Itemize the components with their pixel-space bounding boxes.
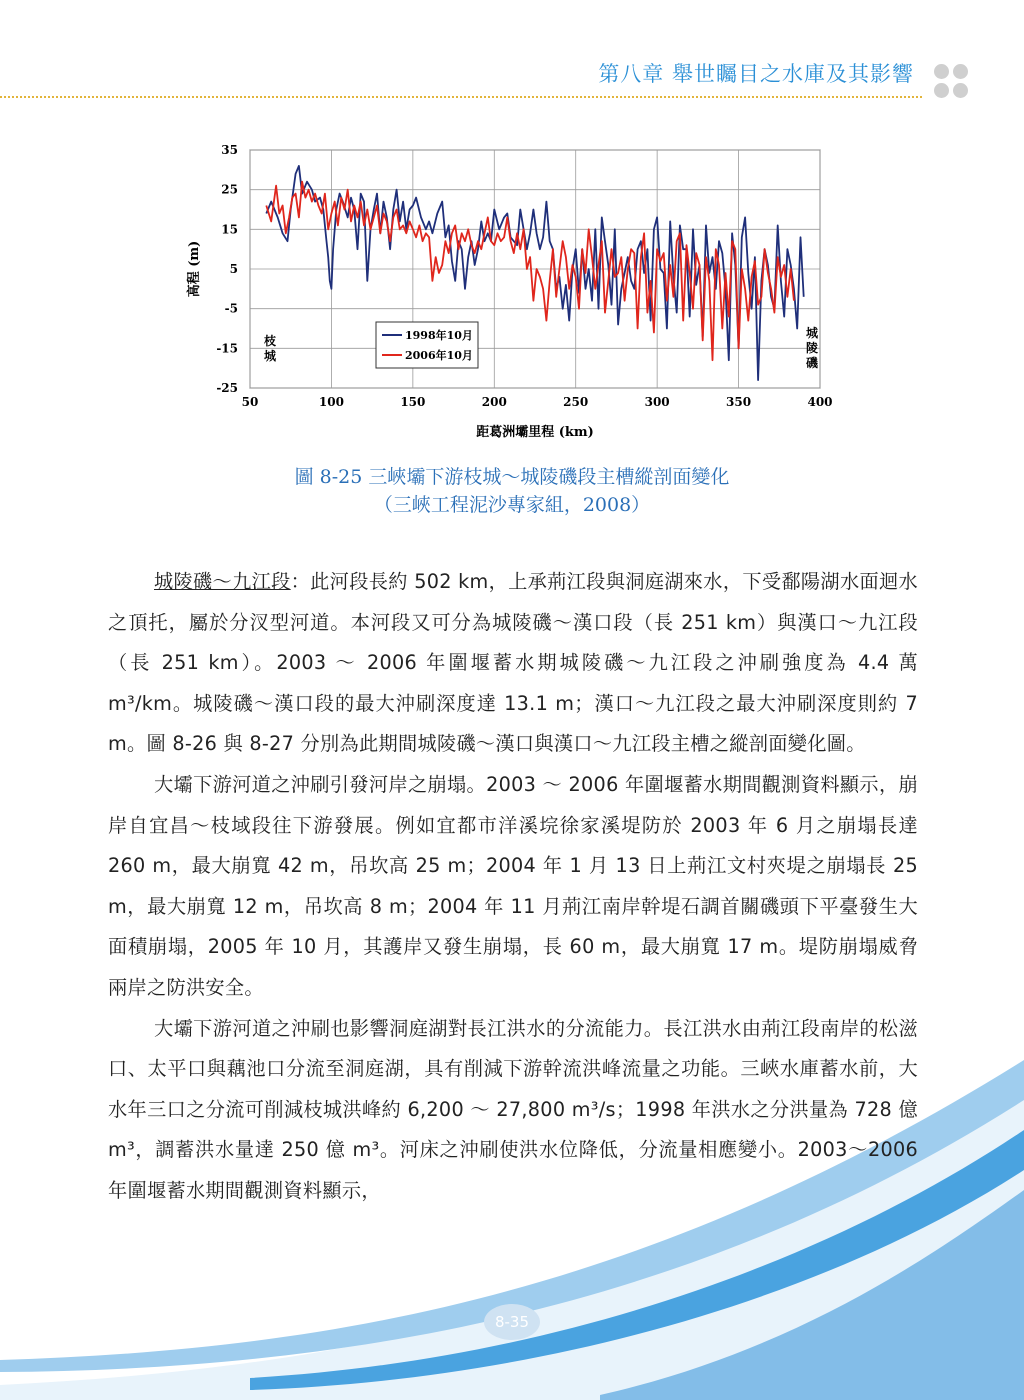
legend-label-1998: 1998年10月 <box>405 329 473 342</box>
page-number: 8-35 <box>484 1304 540 1340</box>
section-lead: 城陵磯～九江段 <box>154 570 291 593</box>
x-tick-label: 50 <box>241 395 259 409</box>
x-tick-label: 400 <box>807 395 833 409</box>
annotation-left: 枝城 <box>264 334 277 363</box>
x-tick-labels <box>242 395 833 409</box>
figure-caption: 圖 8-25 三峽壩下游枝城～城陵磯段主槽縱剖面變化 <box>294 466 730 488</box>
y-tick-labels <box>216 143 238 395</box>
x-tick-label: 150 <box>400 395 426 409</box>
x-tick-label: 250 <box>563 395 589 409</box>
x-tick-label: 200 <box>481 395 507 409</box>
paragraph-3: 大壩下游河道之沖刷也影響洞庭湖對長江洪水的分流能力。長江洪水由荊江段南岸的松滋口、太平口與藕池口分流至洞庭湖，具有削減下游幹流洪峰流量之功能。三峽水庫蓄水前，大水年三口之分流可削減枝城洪峰約 6,200 ～ 27,800 m³/s；1998 年洪水之分洪量為 728 億 m³，調蓄洪水量達 250 億 m³。河床之沖刷使洪水位降低，分流量相應變小。2003～2006年圍堰蓄水期間觀測資料顯示， <box>108 1016 918 1202</box>
y-tick-label: 15 <box>221 222 238 237</box>
y-tick-label: -25 <box>216 381 238 395</box>
y-tick-label: -5 <box>224 301 238 316</box>
y-tick-label: 25 <box>221 182 238 197</box>
y-tick-label: 35 <box>221 143 238 157</box>
chart-legend <box>376 322 478 368</box>
x-tick-label: 300 <box>644 395 670 409</box>
paragraph-2: 大壩下游河道之沖刷引發河岸之崩塌。2003 ～ 2006 年圍堰蓄水期間觀測資料顯示，崩岸自宜昌～枝域段往下游發展。例如宜都市洋溪垸徐家溪堤防於 2003 年 6 月之崩塌長達 260 m，最大崩寬 42 m，吊坎高 25 m；2004 年 1 月 13 日上荊江文村夾堤之崩塌長 25 m，最大崩寬 12 m，吊坎高 8 m；2004 年 11 月荊江南岸幹堤石調首關磯頭下平臺發生大面積崩塌，2005 年 10 月，其護岸又發生崩塌，長 60 m，最大崩寬 17 m。堤防崩塌威脅兩岸之防洪安全。 <box>108 772 918 999</box>
figure-caption-source: （三峽工程泥沙專家組，2008） <box>373 494 651 516</box>
annotation-right: 城陵磯 <box>806 326 819 370</box>
header-dotted-rule <box>0 96 922 98</box>
y-tick-label: 5 <box>229 262 238 276</box>
x-tick-label: 100 <box>318 395 344 409</box>
chapter-header: 第八章 舉世矚目之水庫及其影響 <box>598 62 914 86</box>
legend-label-2006: 2006年10月 <box>405 349 473 362</box>
paragraph-1 <box>108 562 918 765</box>
header-dots-ornament <box>934 64 974 100</box>
y-axis-label: 高程 (m) <box>187 240 202 298</box>
paragraph-1-text: ：此河段長約 502 km，上承荊江段與洞庭湖來水，下受鄱陽湖水面迴水之頂托，屬於分汊型河道。本河段又可分為城陵磯～漢口段（長 251 km）與漢口～九江段（長 251 km）。2003 ～ 2006 年圍堰蓄水期城陵磯～九江段之沖刷強度為 4.4 萬 m³/km。城陵磯～漢口段的最大沖刷深度達 13.1 m；漢口～九江段之最大沖刷深度則約 7 m。圖 8-26 與 8-27 分別為此期間城陵磯～漢口與漢口～九江段主槽之縱剖面變化圖。 <box>108 570 918 756</box>
y-tick-label: -15 <box>216 341 238 356</box>
body-text <box>108 562 918 1212</box>
x-axis-label: 距葛洲壩里程 (km) <box>476 425 594 440</box>
chart-svg <box>180 140 840 450</box>
elevation-profile-chart <box>180 140 840 450</box>
x-tick-label: 350 <box>726 395 752 409</box>
